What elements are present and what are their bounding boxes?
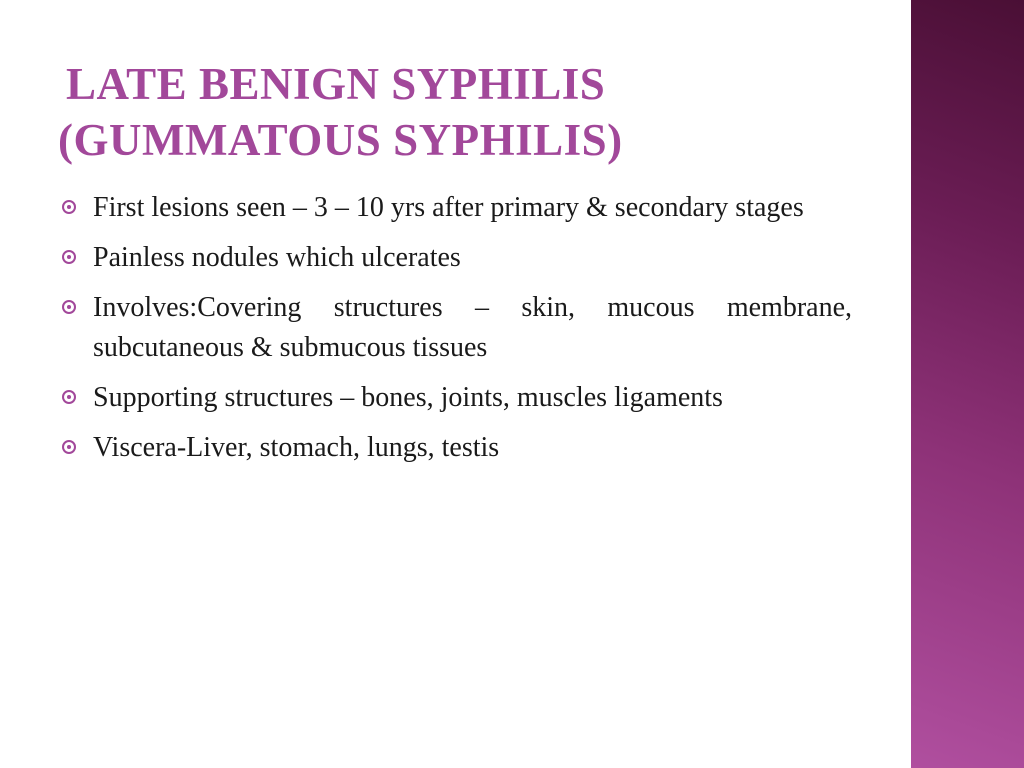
bullet-item (62, 188, 852, 228)
bullet-list (62, 188, 852, 478)
circled-dot-icon (62, 200, 76, 214)
bullet-item (62, 378, 852, 418)
bullet-text: Supporting structures – bones, joints, muscles ligaments (93, 382, 723, 413)
bullet-text: Painless nodules which ulcerates (93, 242, 461, 273)
title-line-1: LATE BENIGN SYPHILIS (66, 59, 606, 109)
decorative-side-band (911, 0, 1024, 768)
circled-dot-icon (62, 390, 76, 404)
circled-dot-icon (62, 250, 76, 264)
title-line-2: (GUMMATOUS SYPHILIS) (58, 115, 623, 165)
bullet-text: Involves:Covering structures – skin, mucous membrane, subcutaneous & submucous tissues (93, 292, 852, 363)
circled-dot-icon (62, 440, 76, 454)
bullet-item (62, 288, 852, 368)
bullet-text: Viscera-Liver, stomach, lungs, testis (93, 432, 500, 463)
bullet-item (62, 238, 852, 278)
bullet-text: First lesions seen – 3 – 10 yrs after primary & secondary stages (93, 192, 804, 223)
bullet-item (62, 428, 852, 468)
circled-dot-icon (62, 300, 76, 314)
slide-title (58, 56, 878, 168)
